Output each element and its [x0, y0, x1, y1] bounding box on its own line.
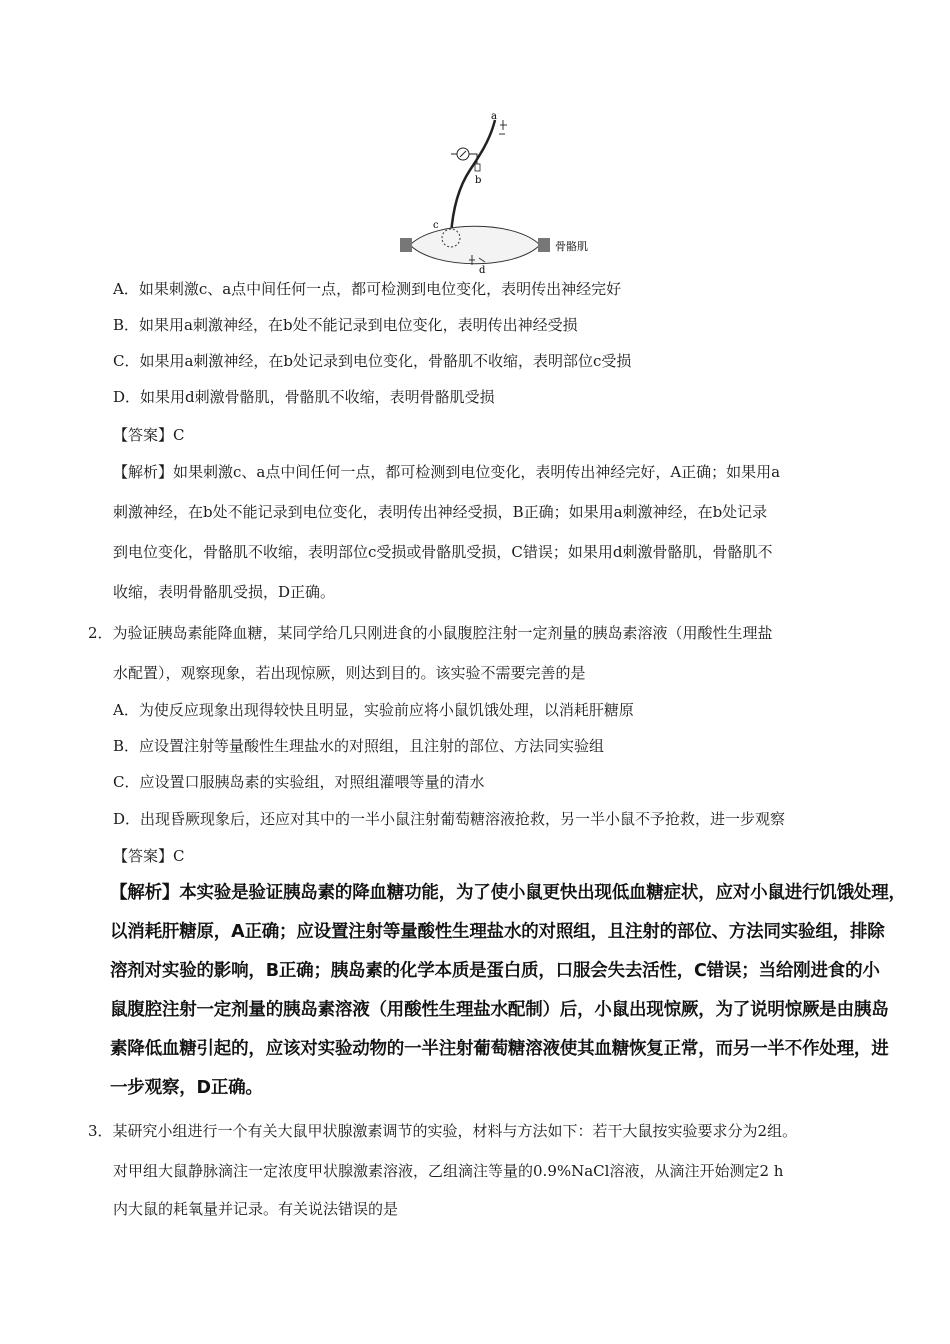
- q2-option-a: A．为使反应现象出现得较快且明显，实验前应将小鼠饥饿处理，以消耗肝糖原: [113, 701, 634, 719]
- label-b: b: [475, 175, 482, 186]
- q2-option-b: B．应设置注射等量酸性生理盐水的对照组，且注射的部位、方法同实验组: [113, 737, 605, 755]
- q1-analysis-line: 到电位变化，骨骼肌不收缩，表明部位c受损或骨骼肌受损，C错误；如果用d刺激骨骼肌，骨骼肌不: [113, 543, 773, 561]
- label-a: a: [491, 111, 497, 122]
- label-muscle: 骨骼肌: [555, 240, 588, 253]
- q1-option-c: C．如果用a刺激神经，在b处记录到电位变化，骨骼肌不收缩，表明部位c受损: [113, 352, 632, 370]
- q3-stem-line: 3．某研究小组进行一个有关大鼠甲状腺激素调节的实验，材料与方法如下：若干大鼠按实验要求分为2组。: [88, 1122, 798, 1140]
- q1-answer: 【答案】C: [113, 426, 185, 444]
- q1-option-b: B．如果用a刺激神经，在b处不能记录到电位变化，表明传出神经受损: [113, 316, 578, 334]
- q2-analysis-line: 素降低血糖引起的，应该对实验动物的一半注射葡萄糖溶液使其血糖恢复正常，而另一半不作处理，进: [110, 1039, 889, 1059]
- q3-stem-line: 内大鼠的耗氧量并记录。有关说法错误的是: [113, 1200, 399, 1218]
- q2-analysis-line: 溶剂对实验的影响，B正确；胰岛素的化学本质是蛋白质，口服会失去活性，C错误；当给刚进食的小: [110, 961, 880, 981]
- label-d: d: [479, 265, 486, 276]
- nerve-muscle-diagram: [395, 110, 595, 276]
- q2-analysis-line: 一步观察，D正确。: [110, 1078, 263, 1098]
- q1-analysis-line: 刺激神经，在b处不能记录到电位变化，表明传出神经受损，B正确；如果用a刺激神经，在b处记录: [113, 503, 768, 521]
- skeletal-muscle: [410, 226, 540, 264]
- q1-option-d: D．如果用d刺激骨骼肌，骨骼肌不收缩，表明骨骼肌受损: [113, 388, 495, 406]
- stimulus-electrode-a: [499, 120, 507, 134]
- q2-analysis-line: 以消耗肝糖原，A正确；应设置注射等量酸性生理盐水的对照组，且注射的部位、方法同实验组，排除: [110, 922, 885, 942]
- q1-option-a: A．如果刺激c、a点中间任何一点，都可检测到电位变化，表明传出神经完好: [113, 280, 622, 298]
- q1-analysis-line: 【解析】如果刺激c、a点中间任何一点，都可检测到电位变化，表明传出神经完好，A正确；如果用a: [113, 463, 781, 481]
- q2-option-d: D．出现昏厥现象后，还应对其中的一半小鼠注射葡萄糖溶液抢救，另一半小鼠不予抢救，进一步观察: [113, 810, 786, 828]
- q2-stem-line: 水配置），观察现象，若出现惊厥，则达到目的。该实验不需要完善的是: [113, 664, 586, 682]
- q2-stem-line: 2．为验证胰岛素能降血糖，某同学给几只刚进食的小鼠腹腔注射一定剂量的胰岛素溶液（用酸性生理盐: [88, 624, 773, 642]
- q1-analysis-line: 收缩，表明骨骼肌受损，D正确。: [113, 583, 336, 601]
- q2-answer: 【答案】C: [113, 847, 185, 865]
- q2-option-c: C．应设置口服胰岛素的实验组，对照组灌喂等量的清水: [113, 773, 485, 791]
- q3-stem-line: 对甲组大鼠静脉滴注一定浓度甲状腺激素溶液，乙组滴注等量的0.9%NaCl溶液，从滴注开始测定2 h: [113, 1162, 784, 1180]
- q2-analysis-line: 鼠腹腔注射一定剂量的胰岛素溶液（用酸性生理盐水配制）后，小鼠出现惊厥，为了说明惊厥是由胰岛: [110, 1000, 889, 1020]
- nerve-fiber: [451, 120, 495, 235]
- label-c: c: [433, 220, 439, 231]
- q2-analysis-line: 【解析】本实验是验证胰岛素的降血糖功能，为了使小鼠更快出现低血糖症状，应对小鼠进行饥饿处理，: [110, 883, 906, 903]
